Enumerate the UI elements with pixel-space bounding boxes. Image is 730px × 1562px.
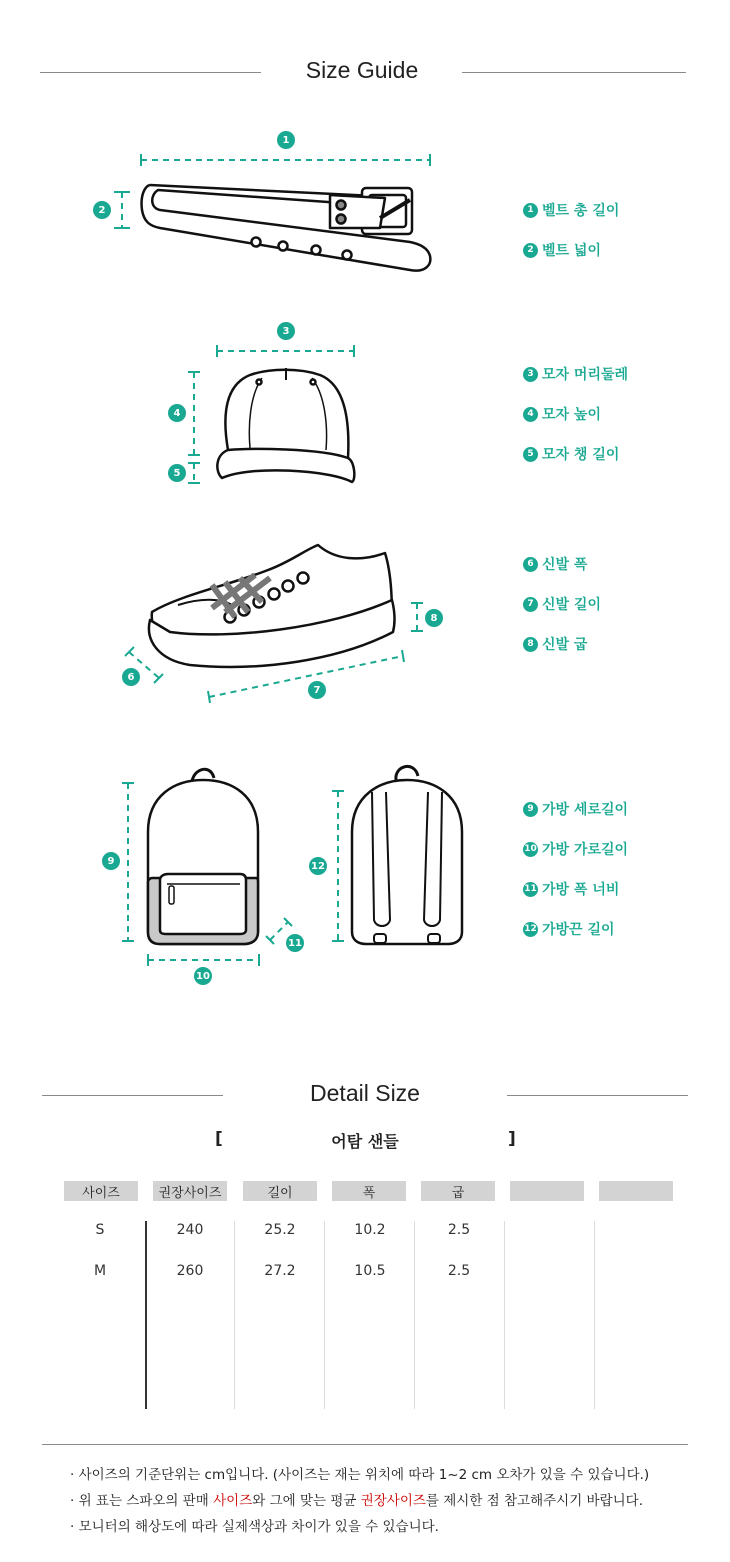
label-bag-depth: 11 가방 폭 너비 bbox=[524, 882, 620, 898]
badge-belt-length: 1 bbox=[277, 131, 295, 149]
notes-rule bbox=[42, 1444, 688, 1445]
label-shoe-length: 7 신발 길이 bbox=[523, 594, 601, 614]
label-cap-height: 4 모자 높이 bbox=[523, 404, 601, 424]
table-divider bbox=[324, 1221, 325, 1409]
badge-cap-circumference: 3 bbox=[277, 322, 295, 340]
label-bag-height: 9 가방 세로길이 bbox=[523, 799, 628, 819]
cell-recommended: 240 bbox=[176, 1222, 204, 1238]
cell-size: M bbox=[93, 1263, 107, 1279]
badge-belt-width: 2 bbox=[93, 201, 111, 219]
header-empty-1 bbox=[510, 1181, 584, 1201]
badge-bag-strap: 12 bbox=[309, 857, 327, 875]
cell-recommended: 260 bbox=[176, 1263, 204, 1279]
table-divider-main bbox=[145, 1221, 147, 1409]
table-divider bbox=[594, 1221, 595, 1409]
badge-shoe-length: 7 bbox=[308, 681, 326, 699]
detail-size-right-rule bbox=[507, 1095, 688, 1096]
label-belt-length: 1 벨트 총 길이 bbox=[523, 200, 619, 220]
header-length: 길이 bbox=[243, 1181, 317, 1201]
note-unit: · 사이즈의 기준단위는 cm입니다. (사이즈는 재는 위치에 따라 1~2 cm 오차가 있을 수 있습니다.) bbox=[70, 1467, 650, 1483]
badge-shoe-heel: 8 bbox=[425, 609, 443, 627]
detail-size-title: Detail Size bbox=[310, 1080, 420, 1106]
cell-length: 27.2 bbox=[264, 1263, 296, 1279]
cell-heel: 2.5 bbox=[447, 1222, 471, 1238]
label-cap-circumference: 3 모자 머리둘레 bbox=[523, 364, 628, 384]
table-divider bbox=[414, 1221, 415, 1409]
label-cap-brim: 5 모자 챙 길이 bbox=[523, 444, 619, 464]
header-heel: 굽 bbox=[421, 1181, 495, 1201]
header-size: 사이즈 bbox=[64, 1181, 138, 1201]
badge-bag-height: 9 bbox=[102, 852, 120, 870]
label-belt-width: 2 벨트 넓이 bbox=[523, 240, 601, 260]
badge-bag-width: 10 bbox=[194, 967, 212, 985]
header-empty-2 bbox=[599, 1181, 673, 1201]
header-width: 폭 bbox=[332, 1181, 406, 1201]
badge-bag-depth: 11 bbox=[286, 934, 304, 952]
label-bag-strap: 12 가방끈 길이 bbox=[524, 922, 615, 938]
note-monitor: · 모니터의 해상도에 따라 실제색상과 차이가 있을 수 있습니다. bbox=[70, 1519, 439, 1535]
label-bag-width: 10 가방 가로길이 bbox=[524, 842, 629, 858]
note-table: · 위 표는 스파오의 판매 사이즈와 그에 맞는 평균 권장사이즈를 제시한 점 참고해주시기 바랍니다. bbox=[70, 1493, 643, 1509]
detail-size-left-rule bbox=[42, 1095, 223, 1096]
badge-cap-height: 4 bbox=[168, 404, 186, 422]
cell-heel: 2.5 bbox=[447, 1263, 471, 1279]
badge-cap-brim: 5 bbox=[168, 464, 186, 482]
cell-width: 10.2 bbox=[354, 1222, 386, 1238]
cell-length: 25.2 bbox=[264, 1222, 296, 1238]
bracket-close: ] bbox=[508, 1129, 516, 1149]
header-recommended-size: 권장사이즈 bbox=[153, 1181, 227, 1201]
table-divider bbox=[234, 1221, 235, 1409]
badge-shoe-width: 6 bbox=[122, 668, 140, 686]
size-guide-title: Size Guide bbox=[305, 57, 419, 83]
label-shoe-width: 6 신발 폭 bbox=[523, 554, 587, 574]
bracket-open: [ bbox=[215, 1129, 223, 1149]
table-divider bbox=[504, 1221, 505, 1409]
product-name: 어탐 샌들 bbox=[331, 1132, 399, 1151]
cell-size: S bbox=[95, 1222, 105, 1238]
cell-width: 10.5 bbox=[354, 1263, 386, 1279]
label-shoe-heel: 8 신발 굽 bbox=[523, 634, 587, 654]
